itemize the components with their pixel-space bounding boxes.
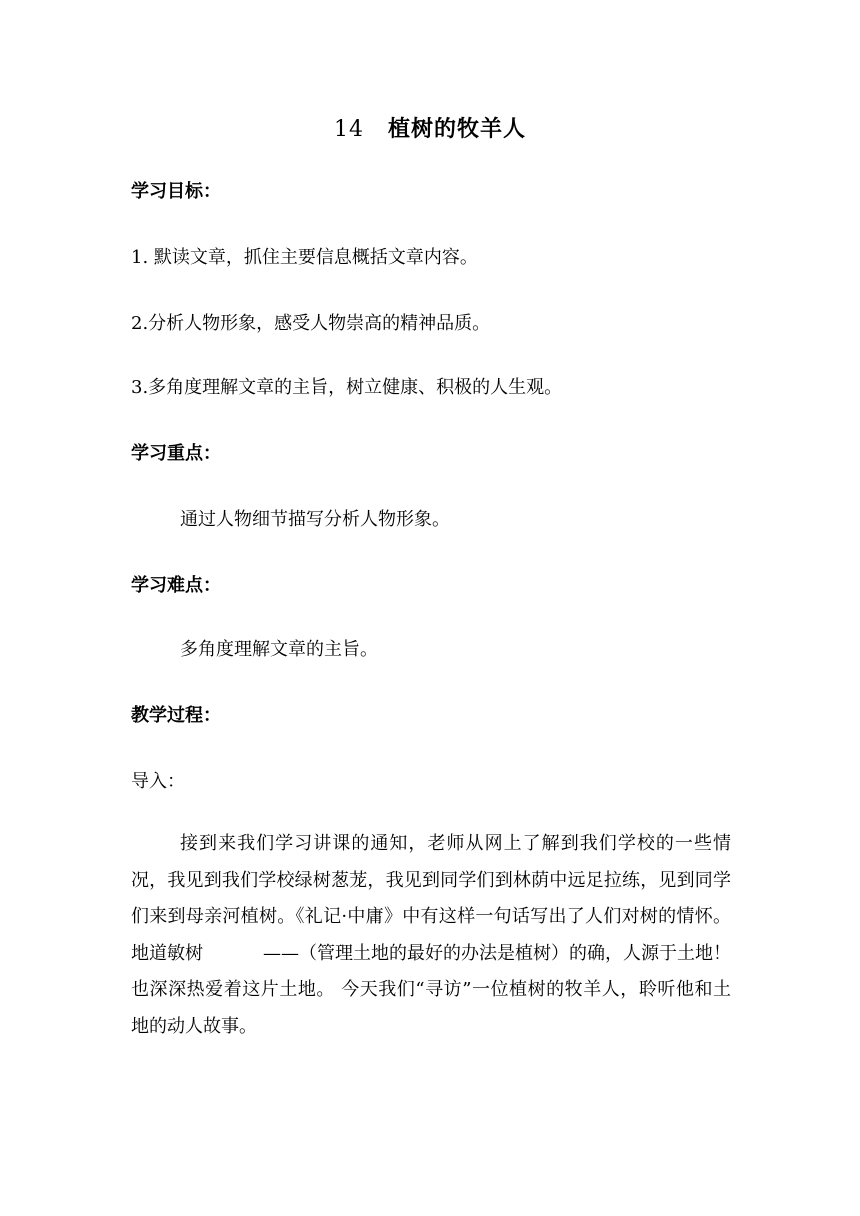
objective-item: 2.分析人物形象，感受人物崇高的精神品质。	[131, 313, 491, 334]
key-points-heading: 学习重点：	[131, 443, 221, 464]
intro-label: 导入：	[131, 771, 185, 792]
key-points-text: 通过人物细节描写分析人物形象。	[180, 509, 450, 530]
process-heading: 教学过程：	[131, 705, 221, 726]
objective-item: 1. 默读文章，抓住主要信息概括文章内容。	[131, 247, 478, 268]
page-title	[0, 114, 860, 145]
objectives-heading: 学习目标：	[131, 181, 221, 202]
difficulty-heading: 学习难点：	[131, 575, 221, 596]
intro-text-part2: ——（管理土地的最好的办法是植树）的确，人源于土地！也深深热爱着这片土地。 今天我们“寻访”一位植树的牧羊人，聆听他和土地的动人故事。	[131, 942, 731, 1037]
intro-paragraph	[131, 826, 731, 1045]
lesson-number: 14	[333, 117, 364, 142]
objective-item: 3.多角度理解文章的主旨，树立健康、积极的人生观。	[131, 377, 563, 398]
lesson-title: 植树的牧羊人	[387, 116, 526, 142]
intro-text-part1: 接到来我们学习讲课的通知，老师从网上了解到我们学校的一些情况，我见到我们学校绿树葱茏，我见到同学们到林荫中远足拉练，见到同学们来到母亲河植树。《礼记·中庸》中有这样一句话写出了人们对树的情怀。地道敏树	[131, 833, 731, 964]
difficulty-text: 多角度理解文章的主旨。	[180, 639, 378, 660]
